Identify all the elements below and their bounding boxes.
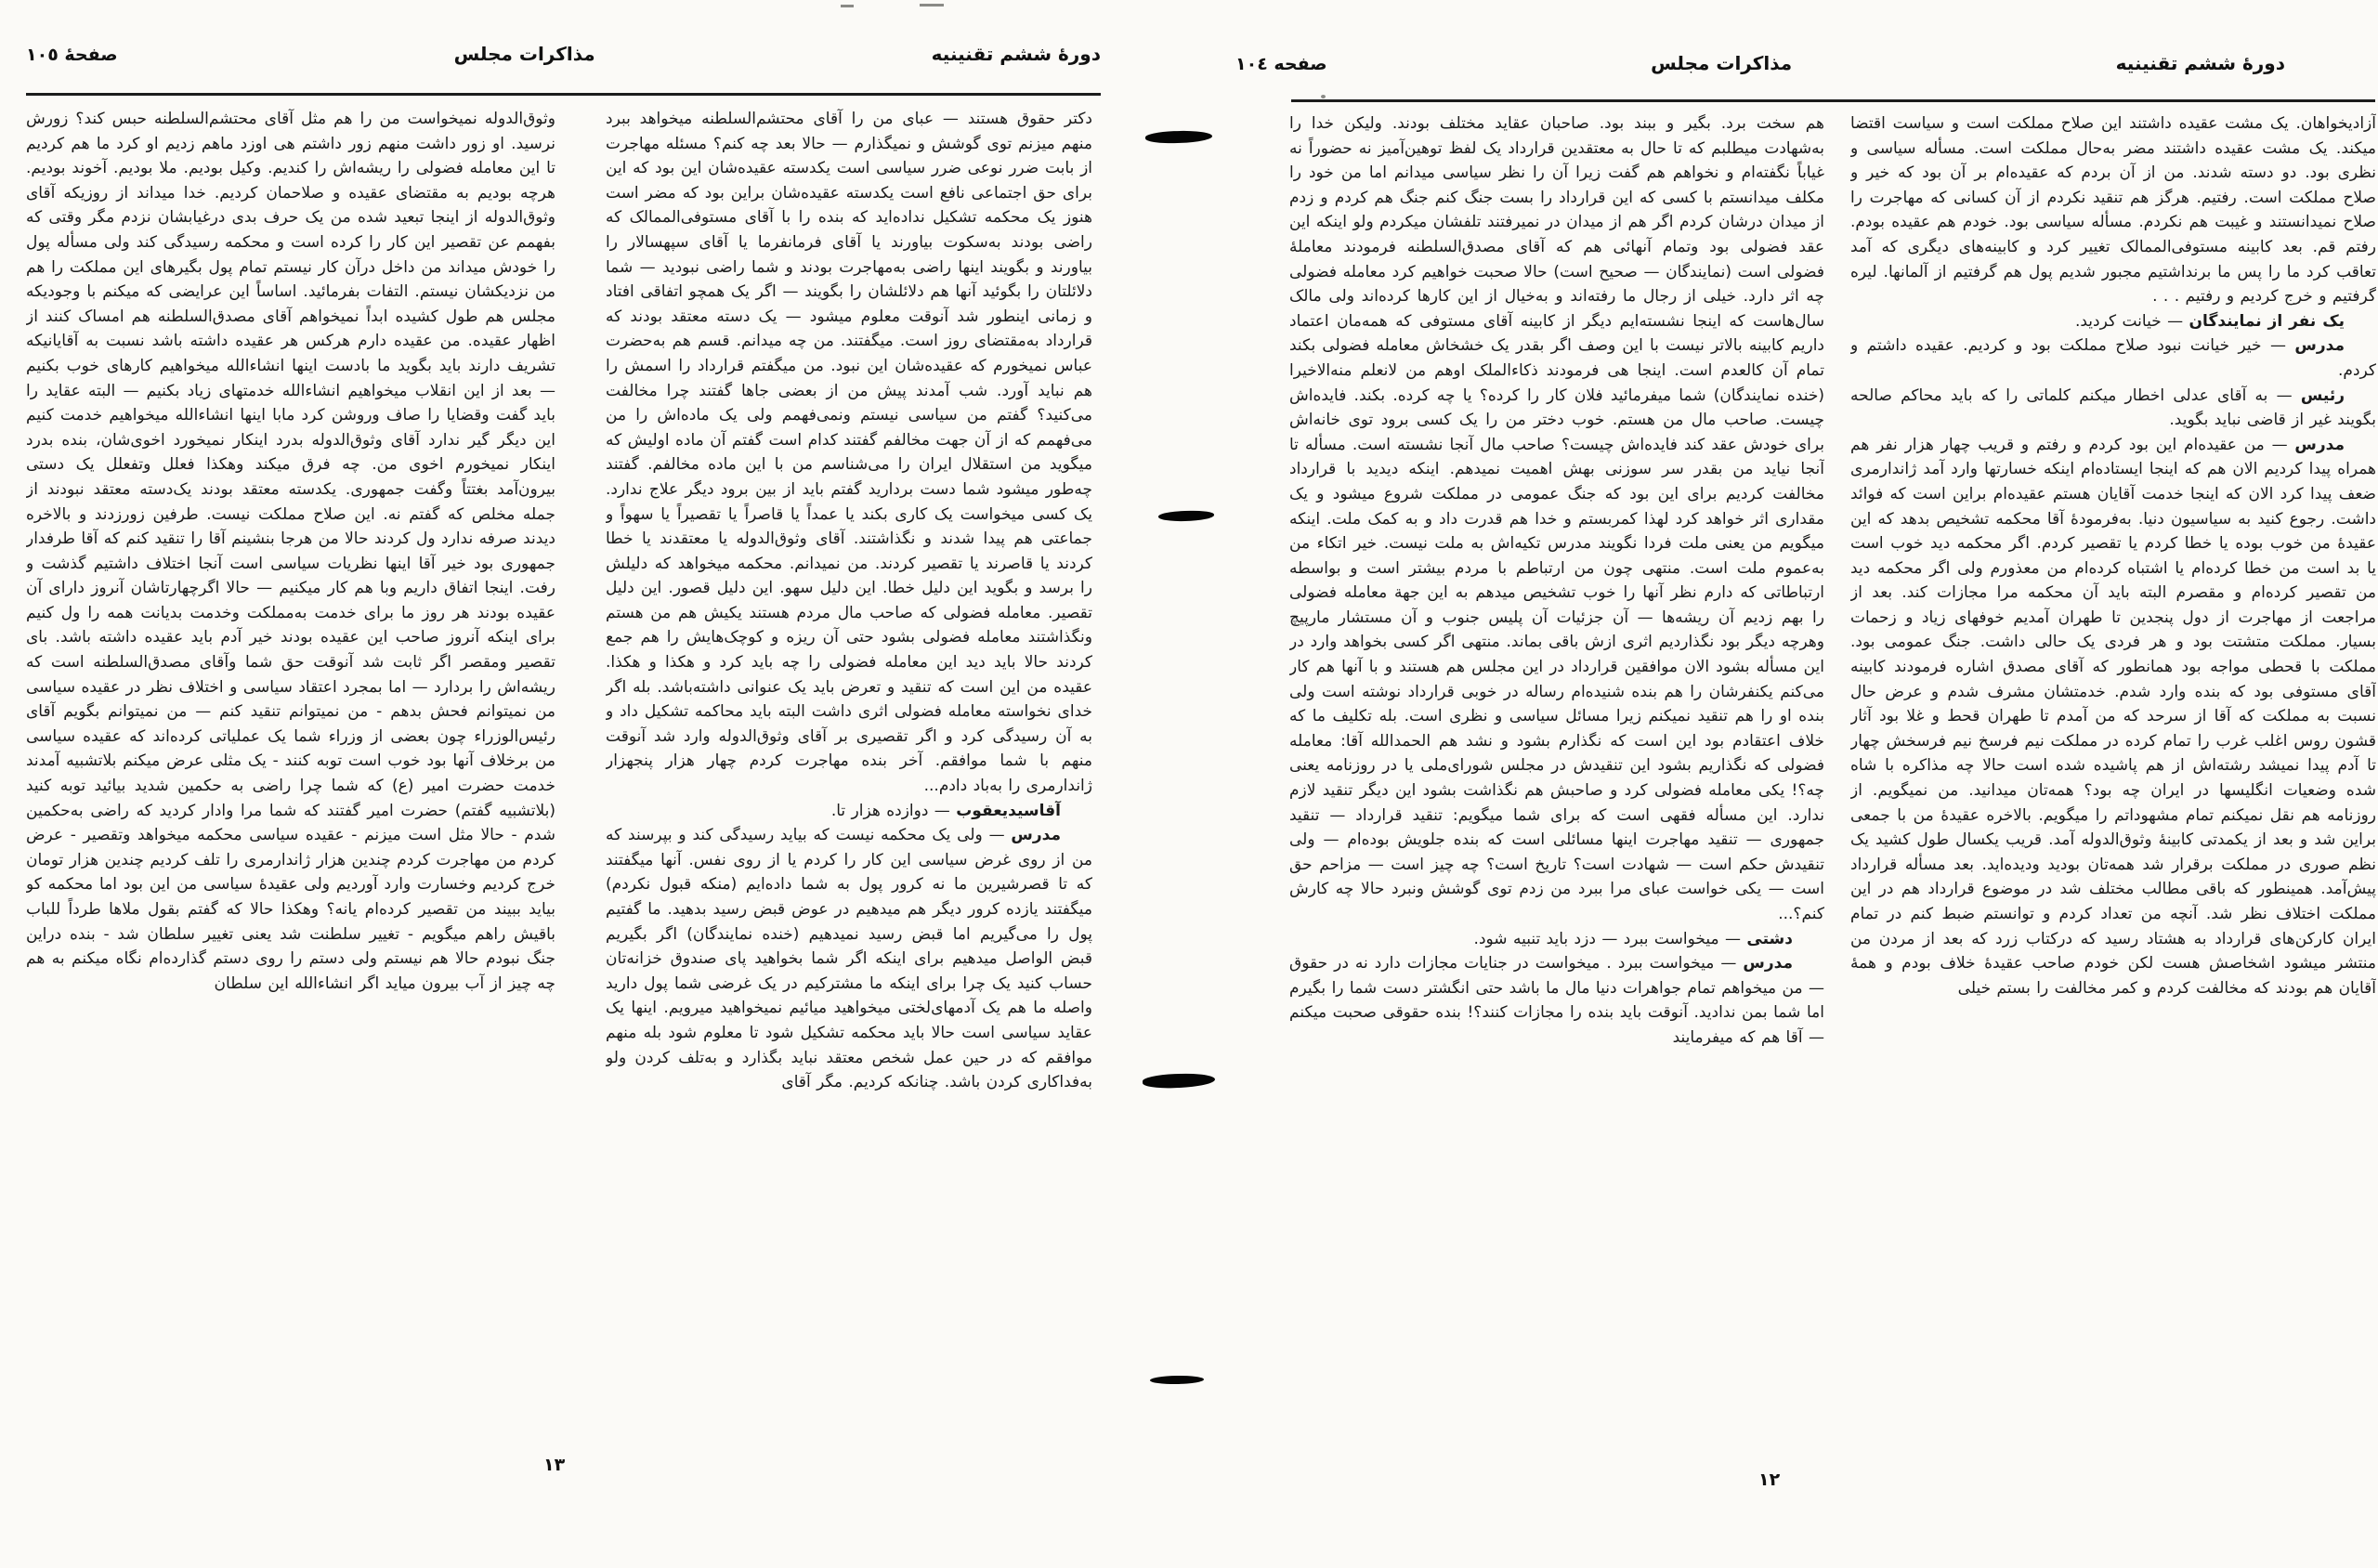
right-page-folio-number: ١٢ bbox=[1758, 1470, 1781, 1490]
paragraph: هم سخت برد. بگیر و ببند بود. صاحبان عقاید مختلف بودند. ولیکن خدا را به‌شهادت میطلبم که تا حال به معتقدین قرارداد یک لفظ توهین‌آمیز نه حضوراً نه غیاباً نگفته‌ام و نخواهم هم گفت زیرا آن را نظر سیاسی میدانم اما من خود را مکلف میدانستم با کسی که این قرارداد را بست جنگ کنم جنگ هم کردم و زدم از میدان درشان کردم اگر هم از میدان در نمیرفتند تلفشان میکردم ولو اینکه این عقد فضولی بود وتمام آنهائی هم که آقای مصدق‌السلطنه فرمودند معاملهٔ فضولی است (نمایندگان — صحیح است) حالا صحبت خواهیم کرد معامله فضولی چه اثر دارد. خیلی از رجال ما رفته‌اند و به‌خیال از این کارها کرده‌اند ولی مالک سال‌هاست که اینجا نشسته‌ایم دیگر از کابینه آقای مستوفی که همه‌مان اعتماد داریم کابینه بالاتر نیست با این وصف اگر بقدر یک خشخاش معامله فضولی بکند تمام آن کالعدم است. اینجا هی فرمودند ذکاءالملک اوهم من لانعلم منه‌الاخیرا (خنده نمایندگان) شما میفرمائید فلان کار را کرده؟ یا چه کرده. بکند. فایده‌اش چیست. صاحب مال من هستم. خوب دختر من را یک کسی برود توی خانه‌اش برای خودش عقد کند فایده‌اش چیست؟ صاحب مال آنجا نشسته است. مسأله تا آنجا نیاید من بقدر سر سوزنی بهش اهمیت نمیدهم. اینکه دیدید با قرارداد مخالفت کردیم برای این بود که جنگ عمومی در مملکت شروع میشود و یک مقداری اثر خواهد کرد لهذا کمربستم و خدا هم قدرت داد و به کمک ملت. اینکه میگویم من یعنی ملت فردا نگویند مدرس تکیه‌اش به ملت نیست. خیر اتکاء من به‌عموم ملت است. منتهی چون من ارتباطم با مردم بیشتر است و بواسطه ارتباطاتی که دارم نظر آنها را خوب تشخیص میدهم به این جهة معامله فضولی را بهم زدیم آن ریشه‌ها — آن جزئیات آن پلیس جنوب و آن مستشار مارپیچ وهرچه دیگر بود نگذاردیم اثری ازش باقی بماند. منتهی اگر کسی بخواهد وارد در این مسأله بشود الان موافقین قرارداد در این مجلس هم هستند و با آنها هم کار می‌کنم یکنفرشان را هم بنده شنیده‌ام رساله در خوبی قرارداد نوشته است ولی بنده او را هم تنقید نمیکنم زیرا مسائل سیاسی و نظری است. بله تکلیف ما که خلاف اعتقادم بود این است که نگذارم بشود و نشد هم الحمدالله آقا: معامله فضولی که نگذاریم بشود این تنقیدش در مجلس شورای‌ملی یا در روزنامه یعنی چه؟! یکی معامله فضولی کرد و صاحبش هم نگذاشت بشود این دیگر تنقید لازم ندارد. این مسأله فقهی است که برای شما میگویم: تنقید قرارداد — تنقید جمهوری — تنقید مهاجرت اینها مسائلی است که بنده جلویش بوده‌ام — ولی تنقیدش حکم است — شهادت است؟ تاریخ است؟ چه چیز است — مزاحم حق است — یکی خواست عبای مرا ببرد من زدم توی گوشش ونبرد حالا چه کارش کنم؟... bbox=[1289, 114, 1824, 923]
ink-blob-mark bbox=[1158, 510, 1214, 522]
right-page-period-label: دورهٔ ششم تقنینیه bbox=[2115, 52, 2285, 74]
right-page-center-title: مذاکرات مجلس bbox=[1651, 52, 1793, 74]
paragraph-speaker: آقاسیدیعقوب — دوازده هزار تا. bbox=[830, 801, 1061, 820]
paragraph: دکتر حقوق هستند — عبای من را آقای محتشم‌السلطنه میخواهد ببرد منهم میزنم توی گوشش و نمیگذارم — حالا بعد چه کنم؟ مسئله مهاجرت از بابت ضرر نوعی ضرر سیاسی است یکدسته عقیده‌شان این بود که این برای حق اجتماعی نافع است یکدسته عقیده‌شان براین بود که مضر است هنوز یک محکمه تشکیل نداده‌اید که بنده را با آقای مستوفی‌الممالک که راضی بودند به‌سکوت بیاورند یا آقای فرمانفرما یا آقای سپهسالار را بیاورند و بگویند اینها راضی به‌مهاجرت بودند و شما راضی نبودید — شما دلائلتان را بگوئید آنها هم دلائلشان را بگویند — اگر یک همچو اتفاقی افتاد و زمانی اینطور شد آنوقت معلوم میشود — یک دسته معتقد بودند که قرارداد به‌مقتضای روز است. میگفتند. من چه میدانم. قسم هم به‌حضرت عباس نمیخورم که عقیده‌شان این نبود. من میگفتم قرارداد را اسمش را هم نباید آورد. شب آمدند پیش من از بعضی جاها گفتند چرا مخالفت می‌کنید؟ گفتم من سیاسی نیستم ونمی‌فهمم ولی یک ماده‌اش را من می‌فهمم که از آن جهت مخالفم گفتند کدام است گفتم آن ماده اولیش که میگوید من استقلال ایران را می‌شناسم من با این ماده مخالفم. گفتند چه‌طور میشود شما دست بردارید گفتم باید از بین برود دیگر علاج ندارد. یک کسی میخواست یک کاری بکند یا عمداً یا قاصراً یا تقصیراً یا سهواً و جماعتی هم پیدا شدند و نگذاشتند. آقای وثوق‌الدوله یا معتقدند یا خطا کردند یا قاصرند یا تقصیر کردند. من نمیدانم. محکمه میخواهد که دلیلش را برسد و بگوید این دلیل خطا. این دلیل سهو. این دلیل قصور. این دلیل تقصیر. معامله فضولی که صاحب مال مردم هستند یکیش هم من هستم ونگذاشتند معامله فضولی بشود حتی آن ریزه و کوچک‌هایش را هم جمع کردند حالا باید دید این معامله فضولی را چه باید کرد و هکذا و هکذا. عقیده من این است که تنقید و تعرض باید یک عنوانی داشته‌باشد. بله اگر خدای نخواسته معامله فضولی اثری داشت البته باید محاکمه تشکیل داد و به آن رسیدگی کرد و اگر تقصیری بر آقای وثوق‌الدوله وارد شد آنوقت منهم با شما موافقم. آخر بنده مهاجرت کردم چهار هزار پنجهزار ژاندارمری را به‌باد دادم... bbox=[606, 110, 1092, 796]
right-page-header-rule bbox=[1291, 99, 2375, 102]
left-page-header bbox=[26, 43, 1101, 65]
paragraph-speaker: مدرس — خیر خیانت نبود صلاح مملکت بود و کردیم. عقیده داشتم و کردم. bbox=[1850, 336, 2376, 380]
right-page-number-label: صفحه ١٠٤ bbox=[1235, 54, 1327, 74]
left-page-header-rule bbox=[26, 93, 1101, 96]
left-page-period-label: دورهٔ ششم تقنینیه bbox=[931, 43, 1101, 65]
right-page-header bbox=[1235, 52, 2285, 74]
paragraph-speaker: رئیس — به آقای عدلی اخطار میکنم کلماتی را که باید محاکم صالحه بگویند غیر از قاضی نباید بگوید. bbox=[1850, 385, 2376, 430]
right-page-right-column bbox=[1850, 111, 2376, 1470]
paragraph-speaker: مدرس — ولی یک محکمه نیست که بیاید رسیدگی کند و بپرسند که من از روی غرض سیاسی این کار را کردم یا از روی نفس. آنها میگفتند که تا قصرشیرین ما نه کرور پول به شما داده‌ایم (منکه قبول نکردم) میگفتند یازده کرور دیگر هم میدهیم در عوض قبض رسید بدهید. ما گفتیم پول را می‌گیریم اما قبض رسید نمیدهیم (خنده نمایندگان) اگر بگیریم قبض الواصل میدهیم برای اینکه اگر شما بخواهید پای صندوق خزانه‌تان حساب کنید یک چرا برای اینکه ما مشترکیم در یک غرضی شما پول دارید واصله ما هم یک آدمهای‌لختی میخواهید میائیم نمیخواهید میرویم. اینها یک عقاید سیاسی است حالا باید محکمه تشکیل شود تا معلوم شود بله منهم موافقم که در حین عمل شخص معتقد نباید بگذارد و به‌تلف کردن ولو به‌فداکاری کردن باشد. چنانکه کردیم. مگر آقای bbox=[606, 826, 1092, 1092]
ink-blob-mark bbox=[1145, 130, 1212, 145]
left-page-right-column bbox=[606, 107, 1092, 1465]
left-page-left-column bbox=[26, 107, 555, 1465]
right-page-left-column bbox=[1289, 111, 1824, 1470]
paragraph: وثوق‌الدوله نمیخواست من را هم مثل آقای محتشم‌السلطنه حبس کند؟ زورش نرسید. او زور داشت منهم زور داشتم هی اوزد ماهم زدیم او کرد ما هم کردیم تا این معامله فضولی را ریشه‌اش را کندیم. وکیل بودیم. ملا بودیم. آخوند بودیم. هرچه بودیم به مقتضای عقیده و صلاحمان کردیم. خدا میداند از روزیکه آقای وثوق‌الدوله از اینجا تبعید شده من یک حرف بدی درغیابشان نزدم مگر وقتی که بفهمم عن تقصیر این کار را کرده است و محکمه رسیدگی کند ولی مسأله پول را خودش میداند من داخل درآن کار نیستم تمام پول بگیرهای این مملکت را هم من نزدیکشان نیستم. التفات بفرمائید. اساساً این عرایضی که میکنم با وجودیکه مجلس هم طول کشیده ابداً نمیخواهم آقای مصدق‌السلطنه هم امساک کنند از اظهار عقیده. من عقیده دارم هرکس هر عقیده داشته باشد نسبت به آقایانیکه تشریف دارند باید بگوید ما بادست اینها انشاءالله میخواهیم کارهای خوب بکنیم — بعد از این انقلاب میخواهیم انشاءالله خدمتهای زیاد بکنیم — البته عقاید را باید گفت وقضایا را صاف وروشن کرد مابا اینها انشاءالله میخواهیم خدمت کنیم این دیگر گیر ندارد آقای وثوق‌الدوله بدرد اینکار نمیخورد اخوی‌شان، بنده بدرد اینکار نمیخورم اخوی من. چه فرق میکند وهکذا فعلل وتفعلل یک دستی بیرون‌آمد بغتتاً وگفت جمهوری. یکدسته معتقد بودند یک‌دسته معتقد نبودند از جمله مخلص که گفتم نه. این صلاح مملکت نیست. طرفین زورزدند و بالاخره دیدند صرفه ندارد ول کردند حالا من هرجا بنشینم آقا را تنقید کنم که آقا طرفدار جمهوری بود خیر آقا اینها نظریات سیاسی است آنجا اختلاف داشتیم گذشت و رفت. اینجا اتفاق داریم وبا هم کار میکنیم — حالا اگرچهارتاشان آنروز دارای آن عقیده بودند هر روز ما برای خدمت به‌مملکت وخدمت بدیانت همه را ول کنیم برای اینکه آنروز صاحب این عقیده بودند خیر آدم باید عقیده داشته باشد. بای تقصیر ومقصر اگر ثابت شد آنوقت حق شما وآقای مصدق‌السلطنه است که ریشه‌اش را بردارد — اما بمجرد اعتقاد سیاسی و اختلاف نظر در عقیده سیاسی من نمیتوانم فحش بدهم - من نمیتوانم تنقید کنم — من نمیتوانم بگویم آقای رئیس‌الوزراء چون بعضی از وزراء شما یک عملیاتی کرده‌اند که عقیده سیاسی من برخلاف آنها بود خوب است توبه کنند - یک مثلی عرض میکنم بلاتشبیه آمدند خدمت حضرت امیر (ع) که شما چرا راضی به حکمین شدید بیائید توبه کنید (بلاتشبیه گفتم) حضرت امیر گفتند که شما مرا وادار کردید که راضی به‌حکمین شدم - حالا مثل است میزنم - عقیده سیاسی محکمه میخواهد وتقصیر - عرض کردم من مهاجرت کردم چندین هزار ژاندارمری را تلف کردیم چندین هزار تومان خرج کردیم وخسارت وارد آوردیم ولی عقیدهٔ سیاسی من این بود اما محکمه کو بیاید ببیند من تقصیر کرده‌ام یانه؟ وهکذا حالا که گفتم بقول ملاها طرداً للباب باقیش راهم میگویم - تغییر سلطنت شد یعنی تغییر سلطان شد - بنده دراین جنگ نبودم حالا هم نیستم ولی دستم را روی دستم گذارده‌ام نگاه میکنم به هم چه چیز از آب بیرون میاید اگر انشاءالله این سلطان bbox=[26, 110, 555, 993]
left-page-center-title: مذاکرات مجلس bbox=[453, 43, 595, 65]
scan-speck bbox=[1321, 95, 1326, 98]
ink-blob-mark bbox=[1150, 1375, 1204, 1384]
paragraph-speaker: مدرس — من عقیده‌ام این بود کردم و رفتم و قریب چهار هزار نفر هم همراه پیدا کردیم الان هم که اینجا ایستاده‌ام اینکه خسارتها وارد آمد ژاندارمری ضعف پیدا کرد الان که اینجا خدمت آقایان هستم عقیده‌ام براین است که فوائد داشت. رجوع کنید به سیاسیون دنیا. به‌فرمودهٔ آقا محکمه تشخیص بدهد که این عقیدهٔ من خوب بوده یا خطا کردم یا تقصیر کردم. اگر محکمه دید خوب است یا بد است من خطا کرده‌ام یا اشتباه کرده‌ام من معذورم ولی اگر محکمه دید من تقصیر کرده‌ام و مقصرم البته باید آن محکمه مرا مجازات کند. بعد از مراجعت از مهاجرت از دول پنجدین تا طهران آمدیم خوفهای زیاد و زحمات بسیار. مملکت متشتت بود و هر فردی یک حالی داشت. جنگ عمومی بود. مملکت با قحطی مواجه بود همانطور که آقای مصدق اشاره فرمودند کابینه آقای مستوفی بود که بنده وارد شدم. خدمتشان مشرف شدم و عرض حال نسبت به مملکت که آقا از سرحد که من آمدم تا طهران قحط و غلا بود آثار قشون روس اغلب غرب را تمام کرده در مملکت نیم فرسخ نیم فرسخش چهار تا آدم پیدا نمیشد رشته‌اش از هم پاشیده شده است حالا چه مذاکره با شاه شده وضعیات انگلیسها در ایران چه بود؟ همه‌تان میدانید. من نمیگویم. از روزنامه هم نقل نمیکنم تمام مشهوداتم را میگویم. بالاخره عقیدهٔ من با جمعی براین شد و بعد از یکمدتی کابینهٔ وثوق‌الدوله آمد. قریب یکسال طول کشید یک نظم صوری در مملکت برقرار شد همه‌تان بودید ودیده‌اید. بعد مسأله قرارداد پیش‌آمد. همینطور که باقی مطالب مختلف شد در موضوع قرارداد هم در این مملکت اختلاف نظر شد. آنچه من تعداد کردم و توانستم ضبط کنم در تمام ایران کارکن‌های قرارداد به هشتاد رسید که درکتاب زرد که بعد از مردن من منتشر میشود اشخاصش هست لکن خودم صاحب عقیدهٔ خلاف بودم و همهٔ آقایان هم بودند که مخالفت کردم و کمر مخالفت را بستم خیلی bbox=[1850, 435, 2376, 998]
left-page-number-label: صفحهٔ ١٠٥ bbox=[26, 45, 118, 65]
left-page-folio-number: ١٣ bbox=[543, 1455, 566, 1475]
ink-blob-mark bbox=[1143, 1073, 1215, 1090]
scan-speck bbox=[920, 4, 944, 7]
paragraph-speaker: یک نفر از نمایندگان — خیانت کردید. bbox=[2074, 311, 2345, 331]
paragraph-speaker: دشتی — میخواست ببرد — دزد باید تنبیه شود. bbox=[1473, 929, 1793, 948]
scan-speck bbox=[841, 5, 854, 7]
paragraph-speaker: مدرس — میخواست ببرد . میخواست در جنایات مجازات دارد نه در حقوق — من میخواهم تمام جواهرات دنیا مال ما باشد حتی انگشتر دست شما را بگیرم اما شما بمن ندادید. آنوقت باید بنده را مجازات کنند؟! بنده حقوقی صحبت میکنم — آقا هم که میفرمایند bbox=[1289, 954, 1824, 1047]
paragraph: آزادیخواهان. یک مشت عقیده داشتند این صلاح مملکت است و سیاست اقتضا میکند. یک مشت عقیده داشتند مضر به‌حال مملکت است. مسأله سیاسی و نظری بود. دو دسته شدند. من از آن بردم که عقیده‌ام بر آن بود که خیر و صلاح مملکت است. رفتیم. هرگز هم تنقید نکردم از آن کسانی که مهاجرت را صلاح نمیدانستند و غیبت هم نکردم. مسأله سیاسی بود. خودم هم عقیده بودم. رفتم قم. بعد کابینه مستوفی‌الممالک تغییر کرد و کابینه‌های دیگری که آمد تعاقب کرد ما را پس ما برنداشتیم مجبور شدیم پول هم گرفتیم از آلمانها. لیره گرفتیم و خرج کردیم و رفتیم . . . bbox=[1850, 114, 2376, 307]
